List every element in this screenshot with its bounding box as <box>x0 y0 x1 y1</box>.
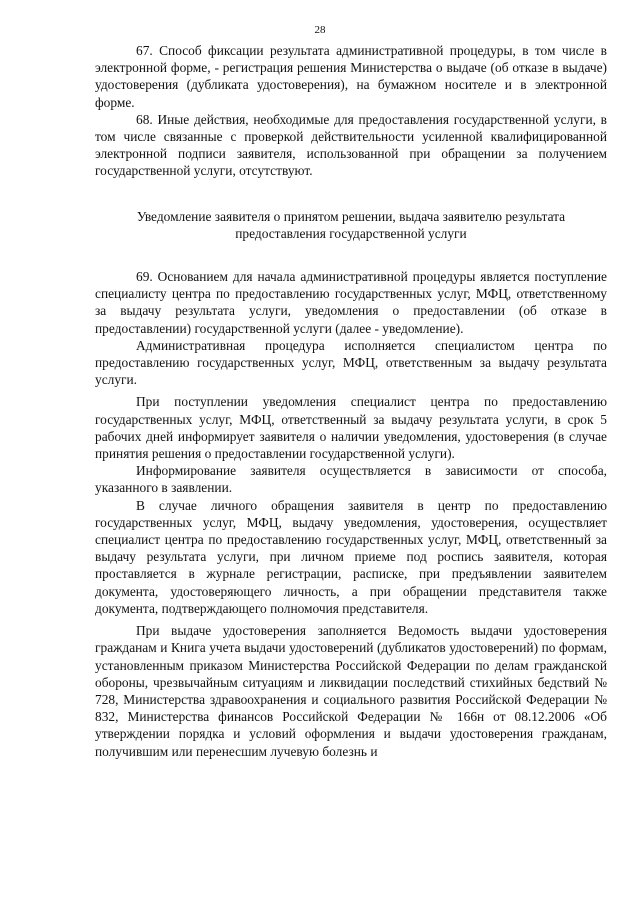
section-heading: Уведомление заявителя о принятом решении, выдача заявителю результата предоставления государственной услуги <box>136 208 566 241</box>
paragraph-personal-visit: В случае личного обращения заявителя в центр по предоставлению государственных услуг, МФЦ, выдачу уведомления, удостоверения, осуществляет специалист центра по предоставлению государственных услуг, МФЦ, ответственный за выдачу результата услуги, при личном приеме под роспись заявителя, которая проставляется в журнале регистрации, расписке, при предъявлении заявителем документа, удостоверяющего личность, а при обращении представителя также документа, подтверждающего полномочия представителя. <box>95 497 607 616</box>
paragraph-67: 67. Способ фиксации результата административной процедуры, в том числе в электронной форме, - регистрация решения Министерства о выдаче (об отказе в выдаче) удостоверения (дубликата удостоверения), на бумажном носителе и в электронной форме. <box>95 43 607 110</box>
page-number: 28 <box>314 24 326 36</box>
paragraph-procedure-executor: Административная процедура исполняется специалистом центра по предоставлению государственных услуг, МФЦ, ответственным за выдачу результата услуги. <box>95 337 607 388</box>
paragraph-69: 69. Основанием для начала административной процедуры является поступление специалисту центра по предоставлению государственных услуг, МФЦ, ответственному за выдачу результата услуги, уведомления о предоставлении (об отказе в предоставлении) государственной услуги (далее - уведомление). <box>95 269 607 336</box>
paragraph-68: 68. Иные действия, необходимые для предоставления государственной услуги, в том числе связанные с проверкой действительности усиленной квалифицированной электронной подписи заявителя, использованной при обращении за получением государственной услуги, отсутствуют. <box>95 111 607 179</box>
paragraph-notification-receipt: При поступлении уведомления специалист центра по предоставлению государственных услуг, МФЦ, ответственный за выдачу результата услуги, в срок 5 рабочих дней информирует заявителя о наличии уведомления, удостоверения (в случае принятия решения о предоставлении государственной услуги). <box>95 394 607 462</box>
document-body <box>95 42 607 760</box>
paragraph-informing-method: Информирование заявителя осуществляется в зависимости от способа, указанного в заявлении. <box>95 463 607 496</box>
paragraph-issuance-records: При выдаче удостоверения заполняется Ведомость выдачи удостоверения гражданам и Книга учета выдачи удостоверений (дубликатов удостоверений) по формам, установленным приказом Министерства Российской Федерации по делам гражданской обороны, чрезвычайным ситуациям и ликвидации последствий стихийных бедствий № 728, Министерства здравоохранения и социального развития Российской Федерации № 832, Министерства финансов Российской Федерации № 166н от 08.12.2006 «Об утверждении порядка и условий оформления и выдачи удостоверения гражданам, получившим или перенесшим лучевую болезнь и <box>95 623 607 759</box>
